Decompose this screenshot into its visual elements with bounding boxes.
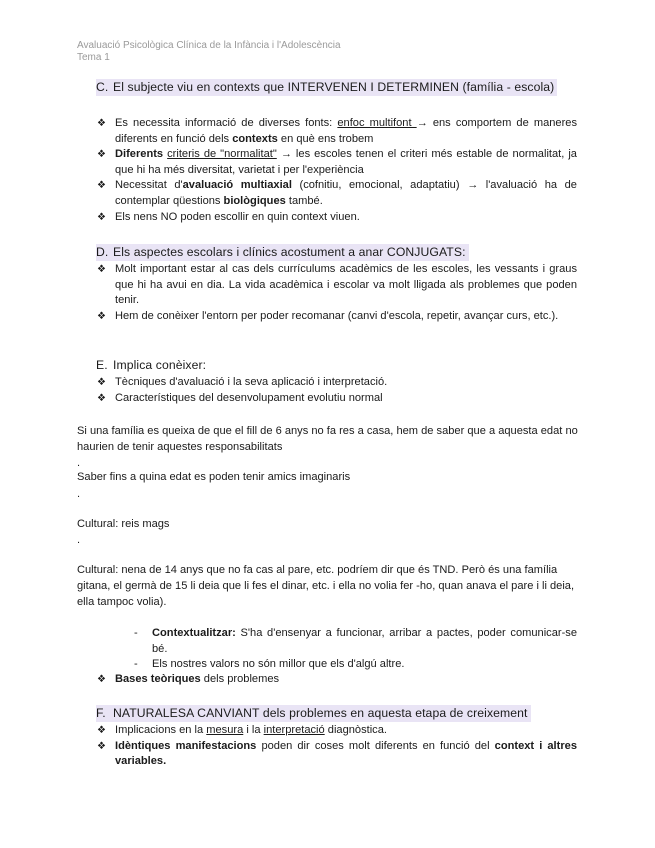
bullet-icon: ❖ xyxy=(97,392,106,404)
item-text: → ens comportem de maneres diferents en funció dels xyxy=(115,117,578,145)
bold-term: avaluació multiaxial xyxy=(182,179,292,192)
bold-term: contexts xyxy=(232,132,278,145)
section-title: El subjecte viu en contexts que INTERVENEN I DETERMINEN (família - escola) xyxy=(113,80,555,94)
item-text: Tècniques d'avaluació i la seva aplicació i interpretació. xyxy=(115,376,388,388)
list-item xyxy=(97,147,577,178)
item-text: Es necessita informació de diverses fonts: xyxy=(115,117,338,129)
bullet-icon: ❖ xyxy=(97,740,106,752)
item-text: poden dir coses molt diferents en funció del xyxy=(256,739,495,752)
bullet-icon: ❖ xyxy=(97,725,106,736)
item-text: Els nostres valors no són millor que els d'algú altre. xyxy=(152,658,405,671)
bullet-icon: ❖ xyxy=(97,180,106,192)
separator-dot: . xyxy=(77,488,81,500)
list-item xyxy=(97,723,577,739)
dash-list xyxy=(134,626,577,673)
section-d-heading xyxy=(96,244,469,261)
list-item xyxy=(134,626,577,657)
item-text: i la xyxy=(243,724,264,736)
item-text: també. xyxy=(285,194,323,207)
section-e-list xyxy=(97,375,577,406)
list-item xyxy=(97,309,577,325)
list-item xyxy=(97,210,577,226)
section-title: Els aspectes escolars i clínics acostument a anar CONJUGATS: xyxy=(113,245,466,259)
item-text: dels problemes xyxy=(200,673,280,685)
item-text: diagnòstica. xyxy=(324,724,387,736)
dash-marker: - xyxy=(134,658,138,671)
section-f-heading xyxy=(96,705,531,722)
note-paragraph: Cultural: nena de 14 anys que no fa cas al pare, etc. podríem dir que és TND. Però és una família gitana, el germà de 15 li deia que li fes el dinar, etc. i ella no volia fer -ho, quan anava el pare i li deia, ella tampoc volia). xyxy=(77,564,575,609)
section-letter: E. xyxy=(96,358,108,372)
underlined-term: criteris de "normalitat" xyxy=(167,148,277,161)
section-c-list xyxy=(97,116,577,225)
section-title: Implica conèixer: xyxy=(113,358,207,372)
item-text: S'ha d'ensenyar a funcionar, arribar a pactes, poder comunicar-se bé. xyxy=(152,627,577,655)
separator-dot: . xyxy=(77,534,81,546)
list-item xyxy=(97,178,577,209)
item-text: Implicacions en la xyxy=(115,724,207,736)
item-text: → les escoles tenen el criteri més estable de normalitat, ja que hi ha més diversitat, varietat i per l'experiència xyxy=(115,148,577,176)
item-text: Molt important estar al cas dels currículums acadèmics de les escoles, les vessants i graus que hi ha avui en dia. La vida acadèmica i escolar va molt lligada als problemes que poden tenir. xyxy=(115,263,577,307)
bold-term: Contextualitzar: xyxy=(152,627,236,639)
note-paragraph: Saber fins a quina edat es poden tenir amics imaginaris xyxy=(77,471,351,483)
bullet-icon: ❖ xyxy=(97,118,106,129)
list-item xyxy=(97,262,577,309)
list-item xyxy=(97,116,577,147)
item-text: Necessitat d' xyxy=(115,179,183,192)
section-title: NATURALESA CANVIANT dels problemes en aquesta etapa de creixement xyxy=(113,706,528,720)
underlined-term: enfoc multifont xyxy=(337,117,417,129)
list-item xyxy=(134,657,577,673)
list-item xyxy=(97,672,577,688)
section-letter: F. xyxy=(96,706,106,720)
bases-list xyxy=(97,672,577,688)
section-d-list xyxy=(97,262,577,324)
bullet-icon: ❖ xyxy=(97,264,106,275)
underlined-term: mesura xyxy=(206,724,244,736)
bullet-icon: ❖ xyxy=(97,211,106,223)
document-header-subtitle: Tema 1 xyxy=(77,52,110,63)
bullet-icon: ❖ xyxy=(97,377,106,388)
underlined-term: interpretació xyxy=(263,724,325,736)
section-letter: D. xyxy=(96,245,109,259)
bold-term: Bases teòriques xyxy=(115,673,201,685)
bold-term: Diferents xyxy=(115,148,164,161)
section-c-heading xyxy=(96,79,557,96)
bold-term: context i altres variables. xyxy=(115,739,577,768)
item-text: (cofnitiu, emocional, adaptatiu) → l'avaluació ha de contemplar qüestions xyxy=(115,179,577,207)
item-text: Hem de conèixer l'entorn per poder recomanar (canvi d'escola, repetir, avançar curs, etc.). xyxy=(115,309,559,322)
list-item xyxy=(97,739,577,770)
bullet-icon: ❖ xyxy=(97,310,106,322)
bold-term: Idèntiques manifestacions xyxy=(115,739,257,752)
bold-term: biològiques xyxy=(223,194,286,207)
list-item xyxy=(97,375,577,391)
bullet-icon: ❖ xyxy=(97,149,106,161)
list-item xyxy=(97,391,577,407)
item-text: Característiques del desenvolupament evolutiu normal xyxy=(115,391,383,404)
dash-marker: - xyxy=(134,627,138,639)
document-header-title: Avaluació Psicològica Clínica de la Infància i l'Adolescència xyxy=(77,40,341,51)
section-e-heading xyxy=(96,357,209,374)
note-paragraph: Cultural: reis mags xyxy=(77,518,170,530)
section-f-list xyxy=(97,723,577,770)
note-paragraph: Si una família es queixa de que el fill de 6 anys no fa res a casa, hem de saber que a aquesta edat no haurien de tenir aquestes responsabilitats xyxy=(77,425,578,454)
item-text: Els nens NO poden escollir en quin context viuen. xyxy=(115,210,360,223)
section-letter: C. xyxy=(96,80,109,94)
item-text: en què ens trobem xyxy=(277,132,374,145)
bullet-icon: ❖ xyxy=(97,674,106,685)
separator-dot: . xyxy=(77,457,81,469)
